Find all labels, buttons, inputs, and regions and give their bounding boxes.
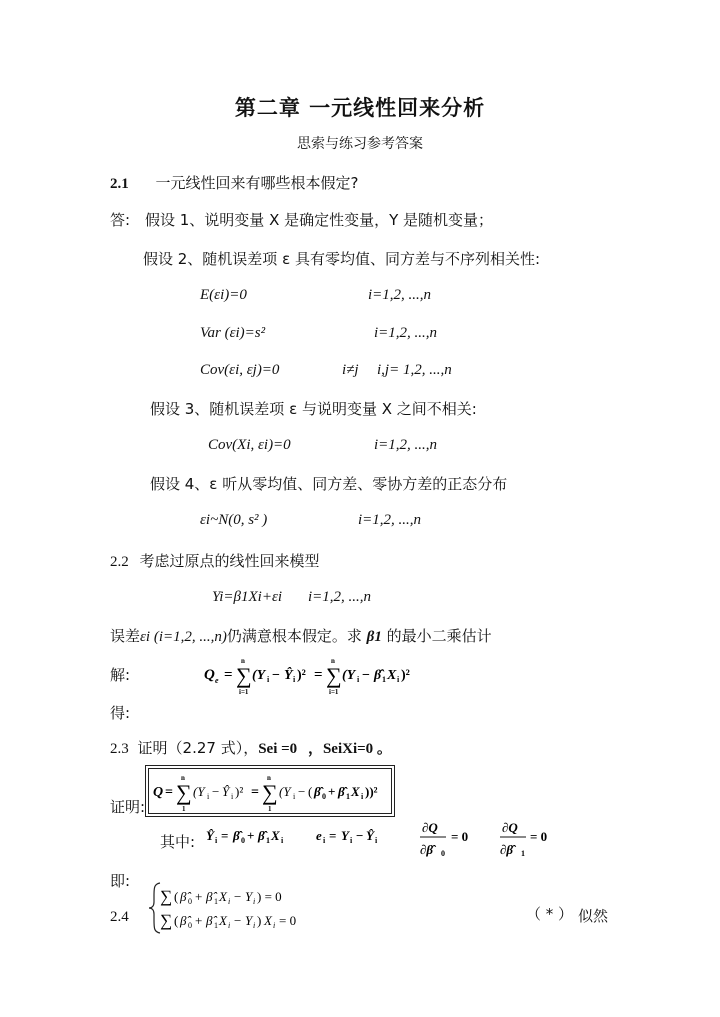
svg-text:+: + (195, 889, 203, 904)
svg-text:i: i (281, 836, 284, 845)
svg-text:i: i (293, 675, 296, 684)
svg-text:X: X (264, 913, 272, 928)
svg-text:∑: ∑ (160, 911, 173, 930)
svg-text:i: i (397, 675, 400, 684)
svg-text:0: 0 (188, 897, 192, 906)
sum-residuals: Sei =0 (258, 741, 298, 757)
assumption-4: 假设 4、ε 听从零均值、同方差、零协方差的正态分布 (150, 475, 508, 493)
solution-label: 解: (110, 666, 131, 684)
error-term: εi (i=1,2, ...,n) (140, 629, 227, 645)
equation-system (160, 882, 360, 934)
svg-text:−: − (272, 668, 280, 683)
equation-fitted-and-normal (206, 818, 556, 860)
svg-text:∑: ∑ (176, 780, 192, 805)
svg-text:∂β̂: ∂β̂ (500, 842, 514, 857)
svg-text:β̂: β̂ (180, 889, 187, 904)
svg-text:= 0: = 0 (451, 829, 469, 844)
chapter-title: 第二章 一元线性回来分析 (234, 96, 486, 120)
result-label: 得: (110, 704, 131, 722)
svg-text:−: − (362, 668, 370, 683)
equation-variance: Var (εi)=s² (200, 325, 266, 341)
svg-text:i: i (350, 836, 353, 845)
svg-text:β̂: β̂ (258, 828, 265, 843)
assumption-3: 假设 3、随机误差项 ε 与说明变量 X 之间不相关: (150, 400, 477, 418)
svg-text:1: 1 (382, 675, 386, 684)
equation-tag: （ * ） (526, 905, 574, 923)
question-2-3 (110, 737, 392, 758)
svg-text:=: = (251, 785, 259, 800)
svg-text:=: = (329, 828, 337, 843)
svg-text:(: ( (174, 913, 179, 928)
svg-text:i: i (207, 792, 210, 801)
svg-text:−: − (298, 784, 306, 799)
svg-text:0: 0 (322, 792, 326, 801)
svg-text:1: 1 (214, 897, 218, 906)
svg-text:−: − (234, 889, 242, 904)
svg-text:−: − (356, 828, 364, 843)
equation-covariance: Cov(εi, εj)=0 (200, 362, 280, 378)
svg-text:β̂: β̂ (180, 913, 187, 928)
svg-text:(: ( (174, 889, 179, 904)
text-post: 的最小二乘估计 (386, 627, 492, 645)
svg-text:)²: )² (401, 668, 410, 683)
svg-text:Q: Q (153, 785, 164, 800)
svg-text:i: i (267, 675, 270, 684)
question-number: 2.3 (110, 741, 129, 757)
svg-text:i: i (293, 792, 296, 801)
svg-text:X: X (271, 828, 280, 843)
svg-text:β̂: β̂ (206, 913, 213, 928)
svg-text:Y: Y (245, 889, 253, 904)
svg-text:1: 1 (266, 836, 270, 845)
svg-text:i: i (253, 921, 256, 930)
svg-text:−: − (234, 913, 242, 928)
answer-label: 答: (110, 211, 131, 229)
svg-text:β̂: β̂ (314, 784, 321, 799)
beta-symbol: β1 (366, 629, 382, 645)
question-2-2 (110, 550, 320, 571)
svg-text:(Y: (Y (252, 668, 266, 683)
svg-text:i: i (323, 836, 326, 845)
proof-equation-box (148, 768, 392, 814)
svg-text:β̂: β̂ (206, 889, 213, 904)
svg-text:0: 0 (441, 849, 445, 858)
question-text: 证明（2.27 式）， (137, 739, 259, 757)
question-text: 考虑过原点的线性回来模型 (139, 552, 320, 570)
assumption-2: 假设 2、随机误差项 ε 具有零均值、同方差与不序列相关性: (143, 250, 541, 268)
svg-text:+: + (247, 828, 255, 843)
equation-index-range: i=1,2, ...,n (374, 325, 438, 341)
svg-text:i: i (215, 836, 218, 845)
svg-text:i: i (228, 897, 231, 906)
svg-text:1: 1 (521, 849, 525, 858)
svg-text:Q: Q (204, 667, 215, 683)
svg-text:=: = (221, 828, 229, 843)
question-2-4-number: 2.4 (110, 909, 129, 925)
svg-text:i: i (253, 897, 256, 906)
equation-cov-x-eps: Cov(Xi, εi)=0 (208, 437, 291, 453)
svg-text:β̂: β̂ (374, 668, 382, 683)
thus-label: 即: (110, 872, 131, 890)
svg-text:0: 0 (241, 836, 245, 845)
svg-text:))²: ))² (365, 784, 378, 799)
svg-text:X: X (219, 889, 227, 904)
svg-text:i: i (231, 792, 234, 801)
svg-text:=: = (314, 667, 323, 683)
svg-text:i=1: i=1 (329, 688, 339, 696)
svg-text:X: X (219, 913, 227, 928)
equation-q-sum (149, 769, 391, 813)
svg-text:n: n (331, 657, 335, 665)
svg-text:i: i (357, 675, 360, 684)
svg-text:+: + (328, 784, 336, 799)
svg-text:1: 1 (346, 792, 350, 801)
svg-text:(Y: (Y (279, 784, 291, 799)
text-error: 误差 (110, 627, 141, 645)
svg-text:X: X (387, 668, 397, 683)
svg-text:=: = (224, 667, 233, 683)
svg-text:∂β̂: ∂β̂ (420, 842, 434, 857)
likelihood-text: 似然 (578, 907, 609, 925)
svg-text:∑: ∑ (236, 663, 252, 688)
equation-index-range: i=1,2, ...,n (368, 287, 432, 303)
question-number: 2.1 (110, 176, 129, 192)
svg-text:+: + (195, 913, 203, 928)
svg-text:∑: ∑ (160, 887, 173, 906)
svg-text:∂Q: ∂Q (422, 820, 438, 835)
svg-text:−: − (212, 784, 220, 799)
svg-text:(: ( (308, 784, 313, 799)
svg-text:i: i (361, 792, 364, 801)
svg-text:0: 0 (188, 921, 192, 930)
svg-text:∑: ∑ (262, 780, 278, 805)
svg-text:n: n (241, 657, 245, 665)
svg-text:Ŷ: Ŷ (222, 784, 230, 799)
sum-residuals-x: ，SeiXi=0 。 (307, 741, 392, 757)
equation-index-range: i=1,2, ...,n (374, 437, 438, 453)
svg-text:)²: )² (235, 784, 244, 799)
svg-text:i: i (375, 836, 378, 845)
equation-expectation: E(εi)=0 (200, 287, 247, 303)
svg-text:∑: ∑ (326, 663, 342, 688)
svg-text:β̂: β̂ (338, 784, 345, 799)
svg-text:n: n (267, 774, 271, 782)
assumption-1: 假设 1、说明变量 X 是确定性变量，Y 是随机变量； (145, 211, 494, 229)
svg-text:Ŷ: Ŷ (366, 828, 374, 843)
svg-text:Ŷ: Ŷ (284, 668, 293, 683)
svg-text:1: 1 (182, 805, 186, 813)
svg-text:1: 1 (268, 805, 272, 813)
svg-text:1: 1 (214, 921, 218, 930)
question-2-2-text (110, 625, 492, 646)
proof-label: 证明: (110, 798, 146, 816)
svg-text:i: i (228, 921, 231, 930)
svg-text:Y: Y (341, 828, 349, 843)
svg-text:e: e (316, 828, 322, 843)
equation-index-range: i=1,2, ...,n (358, 512, 422, 528)
svg-text:e: e (215, 676, 219, 685)
svg-text:Ŷ: Ŷ (206, 828, 214, 843)
svg-text:β̂: β̂ (233, 828, 240, 843)
equation-index-range: i,j= 1,2, ...,n (377, 362, 452, 378)
question-2-1 (110, 172, 359, 193)
svg-text:(Y: (Y (342, 668, 356, 683)
equation-sse (204, 654, 444, 696)
where-label: 其中: (160, 833, 196, 851)
svg-text:X: X (351, 784, 360, 799)
svg-text:i=1: i=1 (239, 688, 249, 696)
svg-text:= 0: = 0 (530, 829, 548, 844)
equation-model: Yi=β1Xi+εi (212, 589, 283, 605)
svg-text:n: n (181, 774, 185, 782)
text-body: 仍满意根本假定。求 (226, 627, 362, 645)
svg-text:) = 0: ) = 0 (257, 889, 282, 904)
svg-text:)²: )² (297, 668, 306, 683)
equation-normal: εi~N(0, s² ) (200, 512, 268, 528)
svg-text:= 0: = 0 (279, 913, 297, 928)
svg-text:Y: Y (245, 913, 253, 928)
svg-text:i: i (273, 921, 276, 930)
svg-text:∂Q: ∂Q (502, 820, 518, 835)
question-text: 一元线性回来有哪些根本假定? (155, 174, 359, 192)
question-number: 2.2 (110, 554, 129, 570)
svg-text:=: = (165, 785, 173, 800)
equation-condition: i≠j (342, 362, 359, 378)
equation-index-range: i=1,2, ...,n (308, 589, 372, 605)
chapter-subtitle: 思索与练习参考答案 (297, 136, 423, 152)
svg-text:): ) (257, 913, 262, 928)
svg-text:(Y: (Y (193, 784, 205, 799)
